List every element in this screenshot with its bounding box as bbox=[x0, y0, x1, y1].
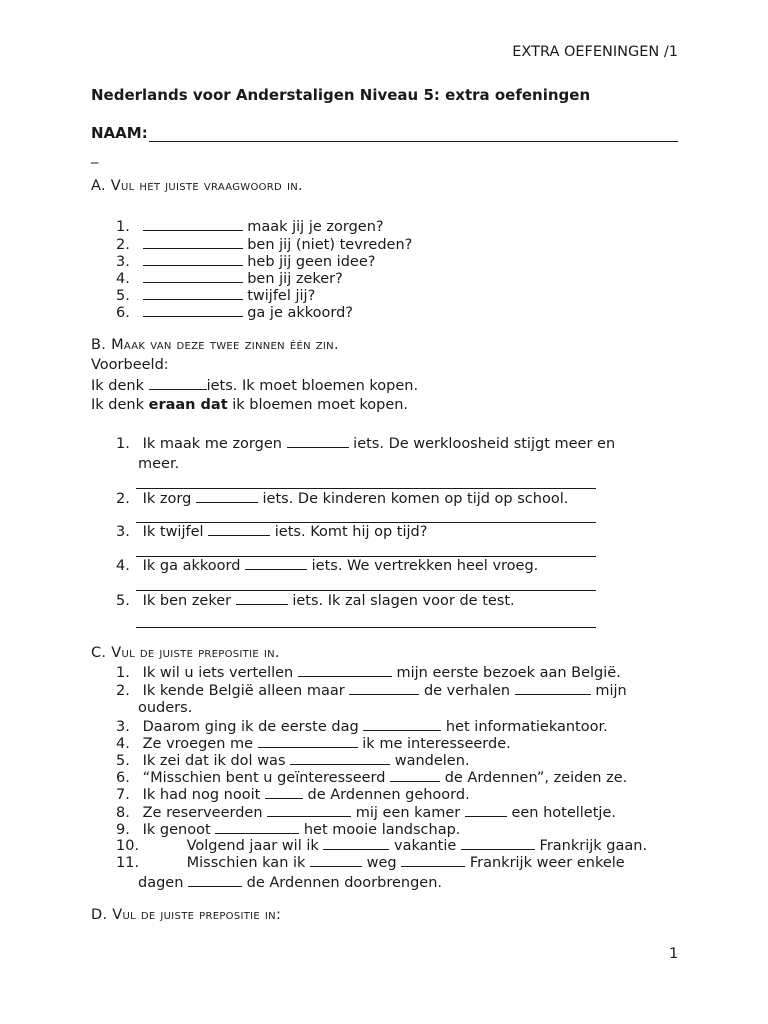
answer-blank bbox=[143, 253, 243, 266]
list-item: 1. maak jij je zorgen? bbox=[116, 219, 384, 235]
list-item: 2. Ik zorg iets. De kinderen komen op tijd op school. bbox=[116, 491, 569, 507]
example-line-2: Ik denk eraan dat ik bloemen moet kopen. bbox=[91, 397, 409, 413]
example-line-1: Ik denk iets. Ik moet bloemen kopen. bbox=[91, 378, 419, 394]
answer-line bbox=[136, 627, 596, 628]
answer-blank bbox=[267, 804, 351, 817]
list-item: 5. Ik zei dat ik dol was wandelen. bbox=[116, 753, 470, 769]
list-item-continuation: dagen de Ardennen doorbrengen. bbox=[138, 875, 442, 891]
answer-blank bbox=[287, 435, 349, 448]
naam-row bbox=[91, 124, 678, 146]
answer-blank bbox=[196, 490, 258, 503]
section-d-heading: D. Vul de juiste prepositie in: bbox=[91, 907, 282, 923]
list-item: 6. ga je akkoord? bbox=[116, 305, 353, 321]
answer-blank bbox=[208, 523, 270, 536]
answer-blank bbox=[149, 377, 207, 390]
list-item: 10. Volgend jaar wil ik vakantie Frankrijk gaan. bbox=[116, 838, 648, 854]
answer-blank bbox=[515, 682, 591, 695]
list-item: 2. Ik kende België alleen maar de verhalen mijn bbox=[116, 683, 627, 699]
answer-blank bbox=[143, 304, 243, 317]
list-item: 5. twijfel jij? bbox=[116, 288, 316, 304]
list-item: 4. ben jij zeker? bbox=[116, 271, 343, 287]
answer-blank bbox=[290, 752, 390, 765]
answer-blank bbox=[143, 218, 243, 231]
answer-blank bbox=[363, 718, 441, 731]
answer-blank bbox=[401, 854, 465, 867]
answer-blank bbox=[265, 786, 303, 799]
section-b-heading: B. Maak van deze twee zinnen één zin. bbox=[91, 337, 339, 353]
list-item-continuation: ouders. bbox=[138, 700, 193, 716]
answer-blank bbox=[188, 874, 242, 887]
list-item: 7. Ik had nog nooit de Ardennen gehoord. bbox=[116, 787, 470, 803]
answer-blank bbox=[143, 270, 243, 283]
list-item: 2. ben jij (niet) tevreden? bbox=[116, 237, 413, 253]
list-item: 1. Ik maak me zorgen iets. De werkloosheid stijgt meer en bbox=[116, 436, 616, 452]
section-c-heading: C. Vul de juiste prepositie in. bbox=[91, 645, 280, 661]
answer-blank bbox=[323, 837, 389, 850]
answer-blank bbox=[298, 664, 392, 677]
answer-blank bbox=[390, 769, 440, 782]
list-item: 4. Ik ga akkoord iets. We vertrekken heel vroeg. bbox=[116, 558, 539, 574]
answer-blank bbox=[143, 236, 243, 249]
page-header: EXTRA OEFENINGEN /1 bbox=[512, 44, 678, 60]
list-item: 9. Ik genoot het mooie landschap. bbox=[116, 822, 461, 838]
document-title: Nederlands voor Anderstaligen Niveau 5: extra oefeningen bbox=[91, 86, 591, 104]
naam-line bbox=[149, 141, 678, 142]
list-item: 11. Misschien kan ik weg Frankrijk weer enkele bbox=[116, 855, 625, 871]
list-item: 1. Ik wil u iets vertellen mijn eerste bezoek aan België. bbox=[116, 665, 621, 681]
list-item: 3. Ik twijfel iets. Komt hij op tijd? bbox=[116, 524, 428, 540]
list-item-continuation: meer. bbox=[138, 456, 180, 472]
page-number: 1 bbox=[669, 946, 679, 962]
list-item: 6. “Misschien bent u geïnteresseerd de Ardennen”, zeiden ze. bbox=[116, 770, 628, 786]
section-a-heading: A. Vul het juiste vraagwoord in. bbox=[91, 178, 303, 194]
answer-blank bbox=[310, 854, 362, 867]
answer-blank bbox=[349, 682, 419, 695]
naam-label: NAAM: bbox=[91, 124, 148, 142]
list-item: 4. Ze vroegen me ik me interesseerde. bbox=[116, 736, 511, 752]
answer-line bbox=[136, 488, 596, 489]
answer-blank bbox=[236, 592, 288, 605]
answer-blank bbox=[245, 557, 307, 570]
list-item: 8. Ze reserveerden mij een kamer een hotelletje. bbox=[116, 805, 616, 821]
answer-blank bbox=[215, 821, 299, 834]
answer-blank bbox=[258, 735, 358, 748]
answer-line bbox=[136, 590, 596, 591]
answer-blank bbox=[143, 287, 243, 300]
answer-blank bbox=[461, 837, 535, 850]
list-item: 5. Ik ben zeker iets. Ik zal slagen voor de test. bbox=[116, 593, 515, 609]
answer-blank bbox=[465, 804, 507, 817]
list-item: 3. heb jij geen idee? bbox=[116, 254, 376, 270]
list-item: 3. Daarom ging ik de eerste dag het informatiekantoor. bbox=[116, 719, 608, 735]
voorbeeld-label: Voorbeeld: bbox=[91, 357, 169, 373]
naam-dash: _ bbox=[91, 148, 99, 164]
